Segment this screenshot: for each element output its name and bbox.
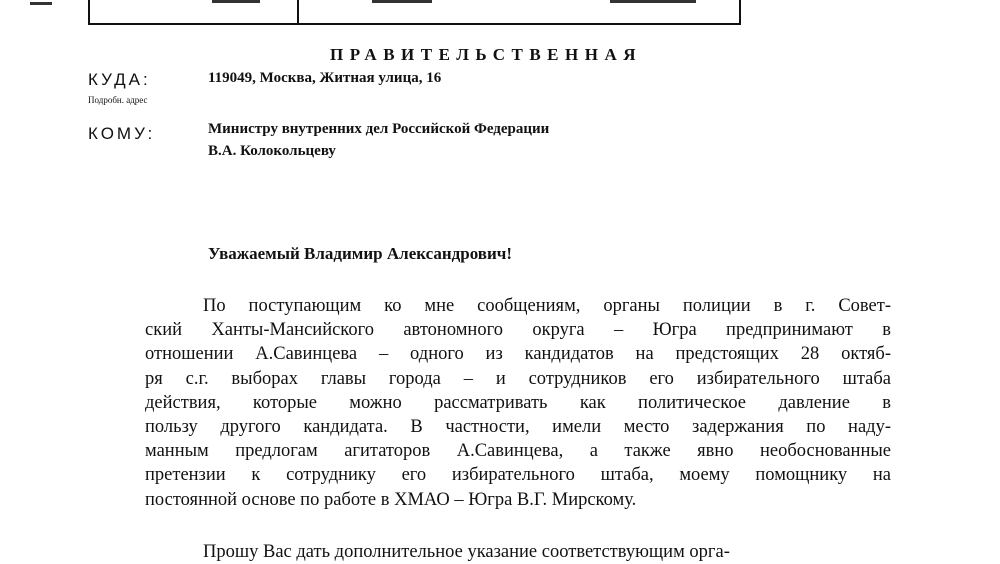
letter-paragraph-2: Прошу Вас дать дополнительное указание соответствующим орга- xyxy=(203,542,730,562)
body-line: манным предлогам агитаторов А.Савинцева, а также явно необоснованные xyxy=(145,441,891,462)
kuda-address-value: 119049, Москва, Житная улица, 16 xyxy=(208,70,442,86)
frame-middle-divider xyxy=(297,0,299,25)
body-line: ский Ханты-Мансийского автономного округа – Югра предпринимают в xyxy=(145,320,891,341)
telegram-type-heading: ПРАВИТЕЛЬСТВЕННАЯ xyxy=(330,45,643,64)
kuda-sublabel: Подробн. адрес xyxy=(88,95,148,105)
body-line: действия, которые можно рассматривать как политическое давление в xyxy=(145,392,891,413)
body-line: претензии к сотруднику его избирательного штаба, моему помощнику на xyxy=(145,465,891,486)
frame-left-divider xyxy=(88,0,90,25)
frame-right-divider xyxy=(739,0,741,25)
body-line: постоянной основе по работе в ХМАО – Югра В.Г. Мирскому. xyxy=(145,489,637,510)
salutation: Уважаемый Владимир Александрович! xyxy=(208,244,513,263)
frame-fragment xyxy=(610,0,696,3)
recipient-title: Министру внутренних дел Российской Федерации xyxy=(208,121,550,137)
komu-recipient xyxy=(208,118,549,162)
komu-label: КОМУ: xyxy=(88,124,156,143)
frame-fragment xyxy=(30,2,52,5)
letter-paragraph-1 xyxy=(145,294,891,512)
frame-bottom-line xyxy=(88,23,741,25)
frame-fragment xyxy=(212,0,260,3)
frame-fragment xyxy=(372,0,432,3)
body-line: По поступающим ко мне сообщениям, органы полиции в г. Совет- xyxy=(203,296,891,316)
body-line: пользу другого кандидата. В частности, имели место задержания по наду- xyxy=(145,417,891,438)
body-line: отношении А.Савинцева – одного из кандидатов на предстоящих 28 октяб- xyxy=(145,344,891,365)
recipient-name: В.А. Колокольцеву xyxy=(208,143,336,159)
body-line: ря с.г. выборах главы города – и сотрудников его избирательного штаба xyxy=(145,368,891,389)
kuda-label: КУДА: xyxy=(88,70,151,89)
